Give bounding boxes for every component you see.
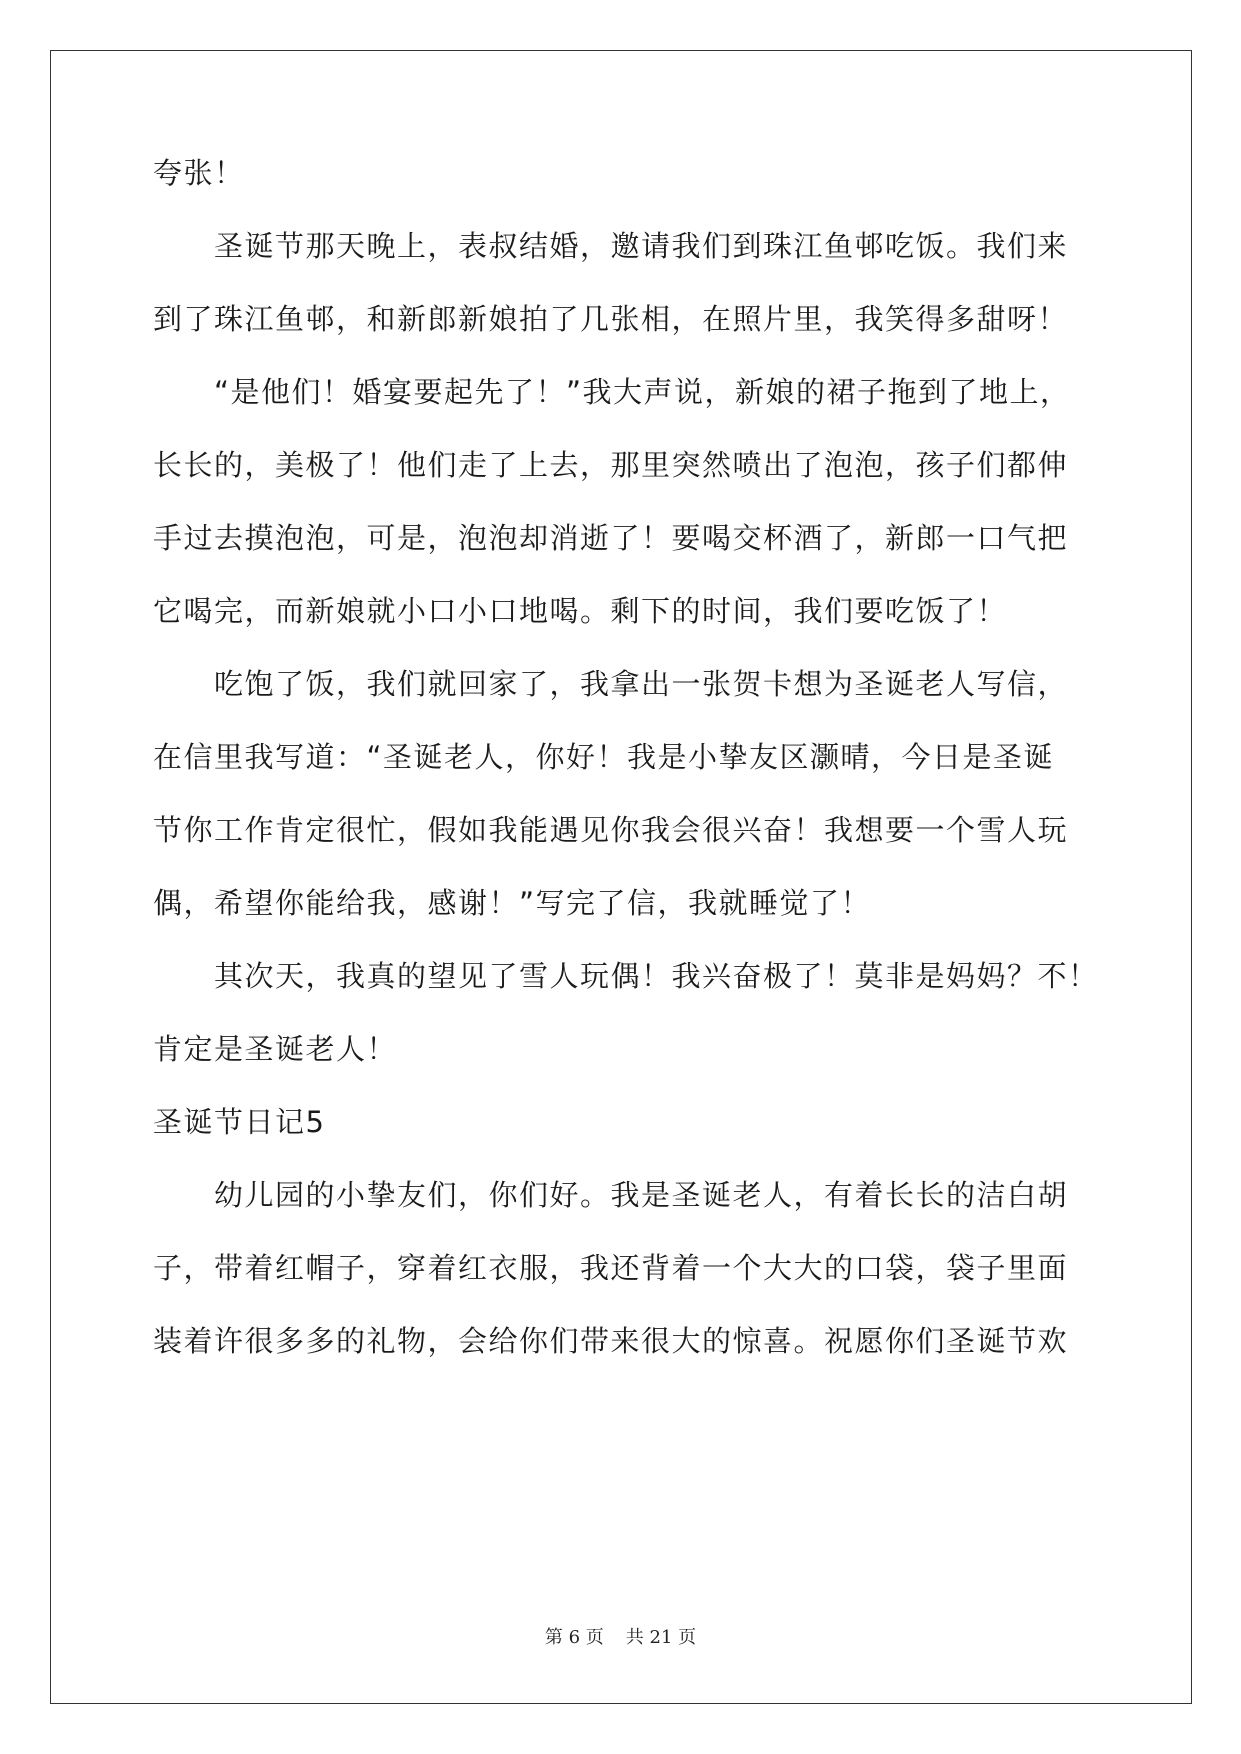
- text-line: 节你工作肯定很忙，假如我能遇见你我会很兴奋！我想要一个雪人玩: [153, 813, 1069, 847]
- paragraph-line: 其次天，我真的望见了雪人玩偶！我兴奋极了！莫非是妈妈？不！: [214, 959, 1099, 993]
- page-footer: [0, 1626, 1241, 1650]
- paragraph-line: 吃饱了饭，我们就回家了，我拿出一张贺卡想为圣诞老人写信，: [214, 667, 1069, 701]
- paragraph-line: 圣诞节那天晚上，表叔结婚，邀请我们到珠江鱼邨吃饭。我们来: [214, 229, 1069, 263]
- text-line: 手过去摸泡泡，可是，泡泡却消逝了！要喝交杯酒了，新郎一口气把: [153, 521, 1069, 555]
- page-number: 第 6 页: [544, 1627, 604, 1648]
- page-border: [50, 50, 1192, 1704]
- text-line: 偶，希望你能给我，感谢！”写完了信，我就睡觉了！: [153, 886, 872, 920]
- page-total: 共 21 页: [625, 1627, 697, 1648]
- text-line: 它喝完，而新娘就小口小口地喝。剩下的时间，我们要吃饭了！: [153, 594, 1008, 628]
- text-line: 装着许很多多的礼物，会给你们带来很大的惊喜。祝愿你们圣诞节欢: [153, 1324, 1069, 1358]
- text-line: 在信里我写道：“圣诞老人，你好！我是小挚友区灏晴，今日是圣诞: [153, 740, 1055, 774]
- text-line: 肯定是圣诞老人！: [153, 1032, 398, 1066]
- text-line: 夸张！: [153, 156, 245, 190]
- paragraph-line: “是他们！婚宴要起先了！”我大声说，新娘的裙子拖到了地上，: [214, 375, 1071, 409]
- text-line: 长长的，美极了！他们走了上去，那里突然喷出了泡泡，孩子们都伸: [153, 448, 1069, 482]
- text-line: 子，带着红帽子，穿着红衣服，我还背着一个大大的口袋，袋子里面: [153, 1251, 1069, 1285]
- text-line: 到了珠江鱼邨，和新郎新娘拍了几张相，在照片里，我笑得多甜呀！: [153, 302, 1069, 336]
- paragraph-line: 幼儿园的小挚友们，你们好。我是圣诞老人，有着长长的洁白胡: [214, 1178, 1069, 1212]
- section-heading: 圣诞节日记5: [153, 1105, 326, 1139]
